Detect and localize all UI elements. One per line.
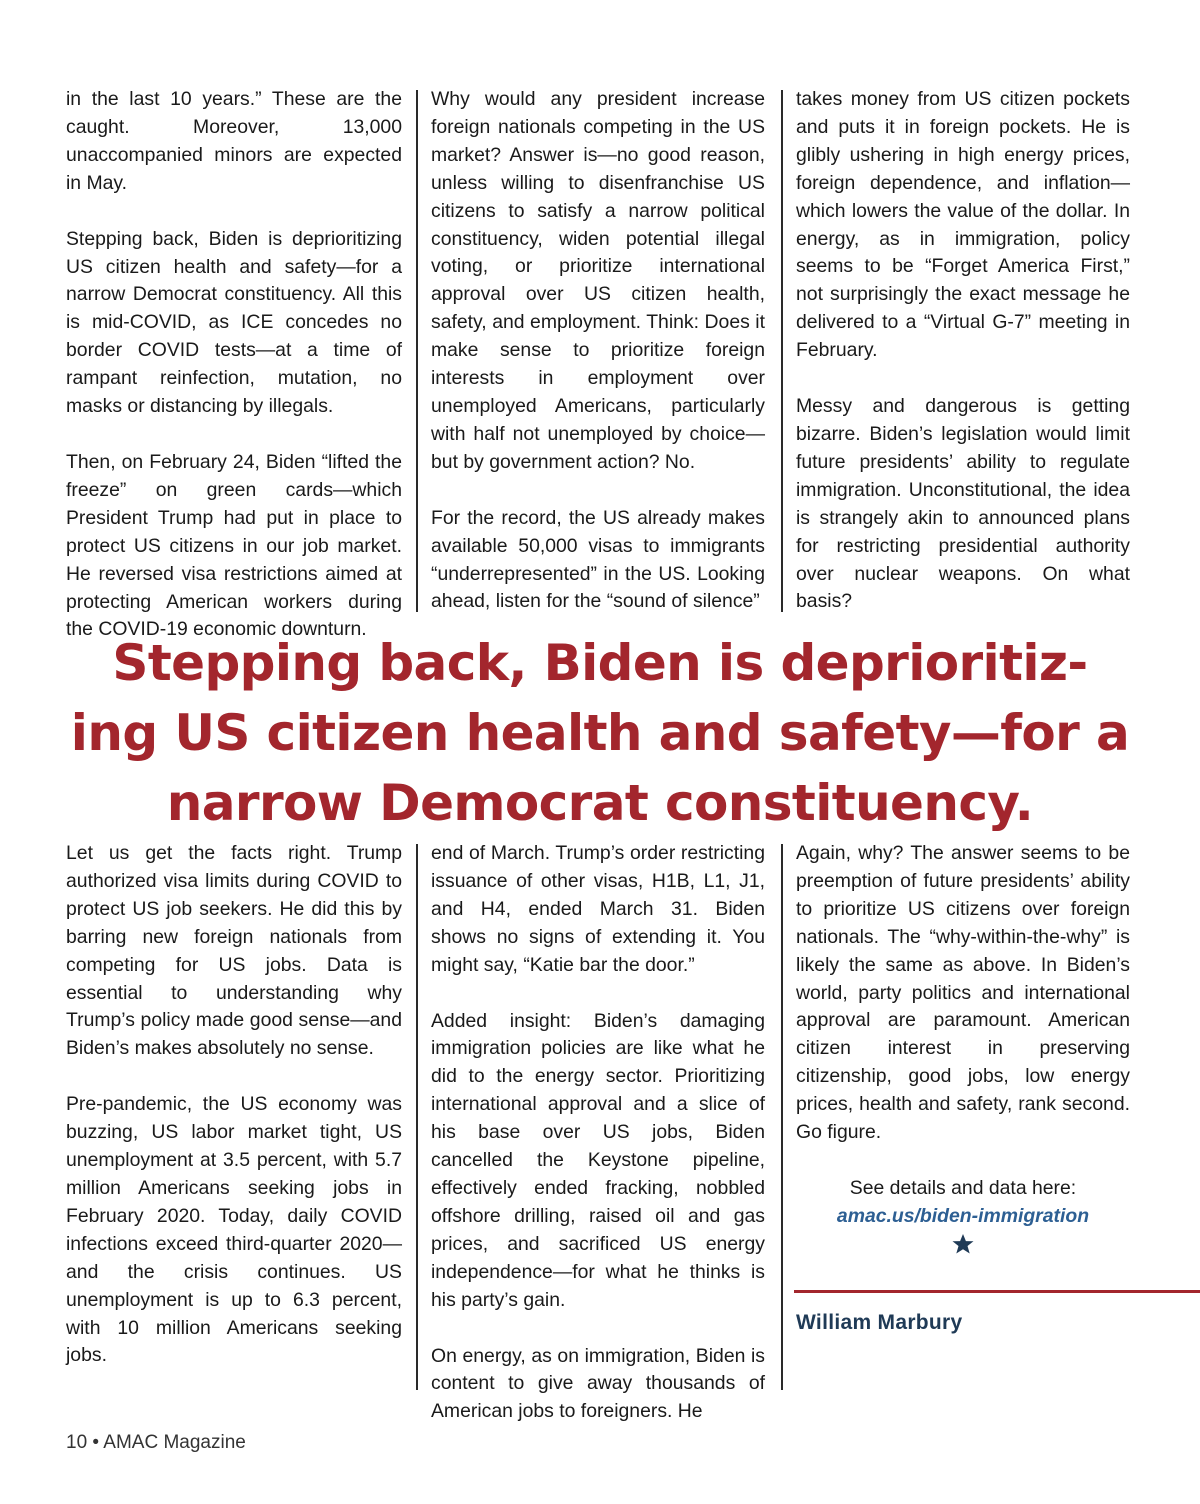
article-paragraph: Then, on February 24, Biden “lifted the freeze” on green cards—which President Trump had put in place to protect US citizens in our job market. He reversed visa restrictions aimed at protecting American workers during the COVID-19 economic downturn. <box>66 450 402 641</box>
article-column-top-3 <box>796 86 1130 616</box>
article-column-bottom-2 <box>431 840 765 1426</box>
article-paragraph: Again, why? The answer seems to be preemption of future presidents’ ability to prioritize US citizens over foreign nationals. The “why-within-the-why” is likely the same as above. In Biden’s world, party politics and international approval are paramount. American citizen interest in preserving citizenship, good jobs, low energy prices, health and safety, rank second. Go figure. <box>796 842 1130 1144</box>
author-divider <box>794 1290 1200 1293</box>
article-paragraph: takes money from US citizen pockets and puts it in foreign pockets. He is glibly ushering in high energy prices, foreign dependence, and inflation—which lowers the value of the dollar. In energy, as in immigration, policy seems to be “Forget America First,” not surprisingly the exact message he delivered to a “Virtual G-7” meeting in February. <box>796 88 1130 362</box>
article-paragraph: Pre-pandemic, the US economy was buzzing, US labor market tight, US unemployment at 3.5 percent, with 5.7 million Americans seeking jobs in February 2020. Today, daily COVID infections exceed third-quarter 2020—and the crisis continues. US unemployment is up to 6.3 percent, with 10 million Americans seeking jobs. <box>66 1093 402 1367</box>
article-paragraph: end of March. Trump’s order restricting issuance of other visas, H1B, L1, J1, and H4, ended March 31. Biden shows no signs of extending it. You might say, “Katie bar the door.” <box>431 842 765 976</box>
details-link[interactable]: amac.us/biden-immigration <box>836 1205 1090 1227</box>
details-text: See details and data here: <box>849 1177 1077 1199</box>
pull-quote-line: narrow Democrat constituency. <box>166 774 1034 832</box>
page-footer: 10 • AMAC Magazine <box>66 1432 246 1453</box>
pull-quote <box>40 628 1160 838</box>
column-divider <box>781 90 783 612</box>
article-column-top-2 <box>431 86 765 616</box>
article-paragraph: Why would any president increase foreign nationals competing in the US market? Answer is—no good reason, unless willing to disenfranchise US citizens to satisfy a narrow political constituency, widen potential illegal voting, or prioritize international approval over US citizen health, safety, and employment. Think: Does it make sense to prioritize foreign interests in employment over unemployed Americans, particularly with half not unemployed by choice—but by government action? No. <box>431 88 765 473</box>
article-column-bottom-3 <box>796 840 1130 1147</box>
article-paragraph: in the last 10 years.” These are the caught. Moreover, 13,000 unaccompanied minors are expected in May. <box>66 88 402 194</box>
pull-quote-line: Stepping back, Biden is deprioritiz- <box>112 634 1088 692</box>
column-divider <box>416 90 418 612</box>
article-paragraph: For the record, the US already makes available 50,000 visas to immigrants “underrepresented” in the US. Looking ahead, listen for the “sound of silence” <box>431 506 765 613</box>
article-paragraph: Stepping back, Biden is deprioritizing US citizen health and safety—for a narrow Democrat constituency. All this is mid-COVID, as ICE concedes no border COVID tests—at a time of rampant reinfection, mutation, no masks or distancing by illegals. <box>66 227 402 418</box>
article-column-bottom-1 <box>66 840 402 1370</box>
author-byline: William Marbury <box>796 1311 963 1334</box>
pull-quote-line: ing US citizen health and safety—for a <box>70 704 1130 762</box>
details-callout <box>796 1174 1130 1256</box>
column-divider <box>781 844 783 1390</box>
article-paragraph: On energy, as on immigration, Biden is content to give away thousands of American jobs to foreigners. He <box>431 1344 765 1423</box>
article-column-top-1 <box>66 86 402 644</box>
column-divider <box>416 844 418 1390</box>
star-icon <box>951 1232 975 1256</box>
article-paragraph: Messy and dangerous is getting bizarre. Biden’s legislation would limit future presidents’ ability to regulate immigration. Unconstitutional, the idea is strangely akin to announced plans for restricting presidential authority over nuclear weapons. On what basis? <box>796 395 1130 613</box>
article-paragraph: Added insight: Biden’s damaging immigration policies are like what he did to the energy sector. Prioritizing international approval and a slice of his base over US jobs, Biden cancelled the Keystone pipeline, effectively ended fracking, nobbled offshore drilling, raised oil and gas prices, and sacrificed US energy independence—for what he thinks is his party’s gain. <box>431 1009 765 1311</box>
article-paragraph: Let us get the facts right. Trump authorized visa limits during COVID to protect US job seekers. He did this by barring new foreign nationals from competing for US jobs. Data is essential to understanding why Trump’s policy made good sense—and Biden’s makes absolutely no sense. <box>66 842 402 1060</box>
